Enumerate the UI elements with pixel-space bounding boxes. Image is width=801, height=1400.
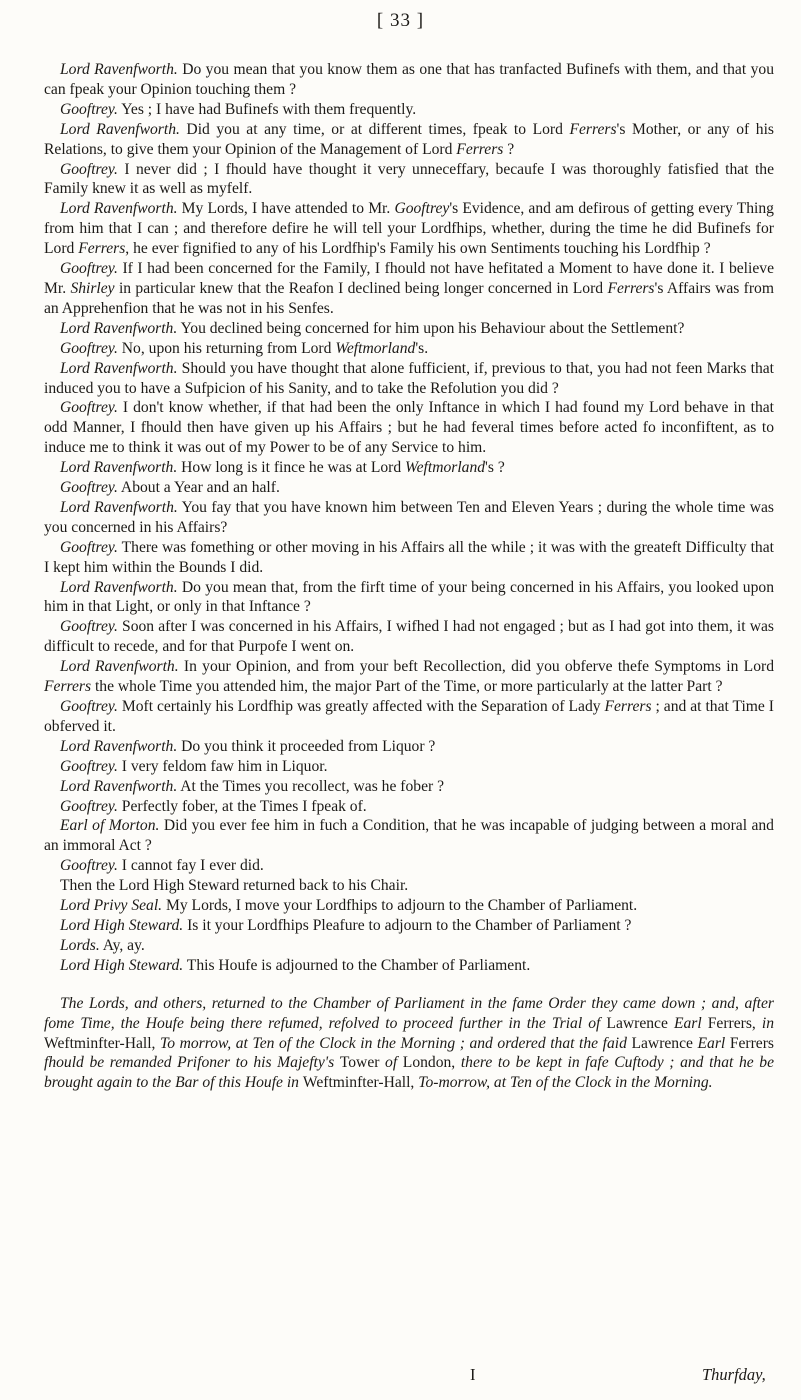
paragraph-text: ; and at that Time I obferved it. [44,698,774,735]
paragraph-text: 's Mother, or any of his Relations, to give them your Opinion of the Management of Lord [44,120,774,158]
closing-text: Ferrers, [707,1014,756,1032]
paragraph-text: In your Opinion, and from your beft Recollection, did you obferve thefe Symptoms in Lord [178,658,774,676]
speaker-name: Gooftrey. [60,399,118,417]
speaker-name: Lord Privy Seal. [60,897,163,915]
paragraph-text: Do you mean that, from the firft time of your being concerned in his Affairs, you looked upon him in that Light, or only in that Inftance ? [44,578,774,616]
speaker-name: Earl of Morton. [60,817,160,835]
paragraph-text: Do you think it proceeded from Liquor ? [177,737,436,755]
paragraph-text: No, upon his returning from Lord [117,339,336,357]
transcript-paragraph [44,498,774,538]
transcript-paragraph [44,916,774,936]
speaker-name: Gooftrey. [60,757,118,775]
paragraph-text: the whole Time you attended him, the major Part of the Time, or more particularly at the latter Part ? [91,678,723,696]
closing-text: Earl [692,1034,730,1052]
speaker-name: Lord Ravenfworth. [60,737,178,755]
closing-text: To morrow, at Ten of the Clock in the Morning ; and ordered that the faid [155,1034,632,1052]
closing-text: Lawrence [606,1014,668,1032]
paragraph-text: Yes ; I have had Bufinefs with them frequently. [117,100,417,118]
speaker-name: Ferrers [78,240,126,258]
transcript-paragraph [44,578,774,618]
transcript-paragraph [44,538,774,578]
speaker-name: Lord Ravenfworth. [60,658,179,676]
paragraph-text: Perfectly fober, at the Times I fpeak of. [117,797,367,815]
speaker-name: Lord High Steward. [60,916,184,934]
catchword: Thurfday, [702,1365,766,1384]
transcript-paragraph [44,956,774,976]
paragraph-text: If I had been concerned for the Family, I fhould not have hefitated a Moment to have done it. I believe Mr. [44,260,774,297]
speaker-name: Gooftrey. [60,160,118,178]
paragraph-text: Soon after I was concerned in his Affairs, I wifhed I had not engaged ; but as I had got into them, it was difficult to recede, and for that Purpofe I went on. [44,618,774,656]
speaker-name: Weftmorland [335,339,416,357]
transcript-paragraph [44,876,774,896]
paragraph-text: Do you mean that you know them as one that has tranfacted Bufinefs with them, and that you can fpeak your Opinion touching them ? [44,61,775,98]
page-number: [ 33 ] [376,10,425,31]
transcript-paragraph [44,60,774,100]
speaker-name: Gooftrey. [60,479,118,497]
paragraph-text: I never did ; I fhould have thought it very unneceffary, becaufe I was thoroughly fatisfied that the Family knew it as well as myfelf. [44,160,774,198]
closing-text: there to be kept in fafe Cuftody ; and that he be brought again to the Bar of this Houfe in [44,1054,774,1092]
paragraph-text: You declined being concerned for him upon his Behaviour about the Settlement? [177,319,685,337]
transcript-paragraph [44,777,774,797]
speaker-name: Lord Ravenfworth. [60,61,178,78]
closing-text: Weftminfter-Hall, [44,1034,156,1052]
transcript-paragraph [44,339,774,359]
paragraph-text: 's ? [485,459,505,477]
transcript-paragraph [44,816,774,856]
transcript-paragraph [44,319,774,339]
transcript-paragraph [44,896,774,916]
paragraph-text: Moft certainly his Lordfhip was greatly affected with the Separation of Lady [117,698,605,715]
paragraph-text: Should you have thought that alone fufficient, if, previous to that, you had not feen Marks that induced you to have a Sufpicion of his Sanity, and to take the Refolution you did ? [44,359,774,397]
transcript-paragraph [44,797,774,817]
closing-text: The Lords, and others, returned to the Chamber of Parliament in the fame Order they came down ; and, after fome Time, the Houfe being there refumed, refolved to proceed further in the Trial of [44,994,774,1032]
transcript-paragraph [44,199,774,259]
transcript-paragraph [44,359,774,399]
paragraph-text: I don't know whether, if that had been the only Inftance in which I had found my Lord behave in that odd Manner, I fhould then have given up his Affairs ; but he had feveral times before acted fo inconfiftent, as to induce me to think it was out of my Power to be of any Service to him. [44,399,774,457]
paragraph-text: , he ever fignified to any of his Lordfhip's Family his own Sentiments touching his Lordfhip ? [125,240,711,258]
transcript-paragraph [44,458,774,478]
paragraph-text: How long is it fince he was at Lord [177,459,406,477]
closing-paragraph [44,994,774,1094]
transcript-paragraph [44,697,774,737]
paragraph-text: Is it your Lordfhips Pleafure to adjourn to the Chamber of Parliament ? [183,916,632,934]
signature-mark: I [470,1365,476,1384]
closing-text: fhould be remanded Prifoner to his Majefty's [44,1054,340,1072]
transcript-paragraph [44,259,774,319]
closing-text: of [379,1054,403,1072]
transcript-paragraph [44,100,774,120]
speaker-name: Ferrers [607,279,655,297]
speaker-name: Lord Ravenfworth. [60,319,178,337]
speaker-name: Lords. [60,936,100,954]
paragraph-text: My Lords, I move your Lordfhips to adjourn to the Chamber of Parliament. [162,897,638,915]
speaker-name: Ferrers [569,120,617,138]
speaker-name: Ferrers [604,698,652,715]
speaker-name: Lord Ravenfworth. [60,777,178,795]
paragraph-text: This Houfe is adjourned to the Chamber of Parliament. [183,956,531,974]
speaker-name: Gooftrey. [60,698,118,715]
closing-text: London, [402,1054,456,1072]
speaker-name: Lord Ravenfworth. [60,459,178,477]
paragraph-text: About a Year and an half. [117,479,280,497]
paragraph-text: You fay that you have known him between Ten and Eleven Years ; during the whole time was you concerned in his Affairs? [44,498,774,536]
closing-text: To-morrow, at Ten of the Clock in the Morning. [414,1074,713,1092]
transcript-paragraph [44,120,774,160]
speaker-name: Gooftrey. [60,797,118,815]
speaker-name: Lord Ravenfworth. [60,200,178,218]
transcript-paragraph [44,757,774,777]
speaker-name: Gooftrey. [60,100,118,118]
speaker-name: Lord High Steward. [60,956,184,974]
closing-text: Earl [667,1014,708,1032]
speaker-name: Shirley [70,279,115,297]
transcript-paragraph [44,398,774,458]
paragraph-text: Then the Lord High Steward returned back to his Chair. [60,877,409,895]
speaker-name: Gooftrey [394,200,450,218]
paragraph-text: Ay, ay. [99,936,145,954]
speaker-name: Ferrers [44,678,92,696]
paragraph-text: ? [503,140,515,158]
speaker-name: Gooftrey. [60,538,118,556]
speaker-name: Gooftrey. [60,618,118,636]
transcript-paragraph [44,617,774,657]
closing-text: in [755,1014,775,1032]
paragraph-text: 's. [415,339,429,357]
speaker-name: Lord Ravenfworth. [60,120,180,138]
paragraph-text: There was fomething or other moving in his Affairs all the while ; it was with the greateft Difficulty that I kept him within the Bounds I did. [44,538,774,576]
speaker-name: Lord Ravenfworth. [60,578,178,596]
speaker-name: Ferrers [456,140,504,158]
speaker-name: Lord Ravenfworth. [60,498,178,516]
speaker-name: Gooftrey. [60,339,118,357]
transcript-paragraph [44,657,774,697]
speaker-name: Weftmorland [405,459,486,477]
closing-text: Tower [339,1054,380,1072]
paragraph-text: 's Affairs was from an Apprehenfion that he was not in his Senfes. [44,279,774,317]
paragraph-text: I very feldom faw him in Liquor. [117,757,328,775]
speaker-name: Lord Ravenfworth. [60,359,178,377]
paragraph-text: My Lords, I have attended to Mr. [177,200,395,218]
speaker-name: Gooftrey. [60,857,118,875]
speaker-name: Gooftrey. [60,260,118,278]
paragraph-text: At the Times you recollect, was he fober ? [177,777,445,795]
transcript-paragraph [44,160,774,200]
paragraph-text: in particular knew that the Reafon I declined being longer concerned in Lord [114,279,608,297]
paragraph-text: Did you ever fee him in fuch a Condition, that he was incapable of judging between a moral and an immoral Act ? [44,817,774,855]
closing-text: Ferrers [729,1034,774,1052]
paragraph-text: 's Evidence, and am defirous of getting every Thing from him that I can ; and therefore defire he will tell your Lordfhips, whether, during the time he did Bufinefs for Lord [44,200,774,258]
transcript-paragraph [44,856,774,876]
transcript-paragraph [44,936,774,956]
transcript-paragraph [44,478,774,498]
paragraph-text: Did you at any time, or at different times, fpeak to Lord [179,120,570,138]
transcript-body [44,60,774,1093]
closing-text: Weftminfter-Hall, [302,1074,415,1092]
transcript-paragraph [44,737,774,757]
closing-text: Lawrence [631,1034,693,1052]
paragraph-text: I cannot fay I ever did. [117,857,264,875]
